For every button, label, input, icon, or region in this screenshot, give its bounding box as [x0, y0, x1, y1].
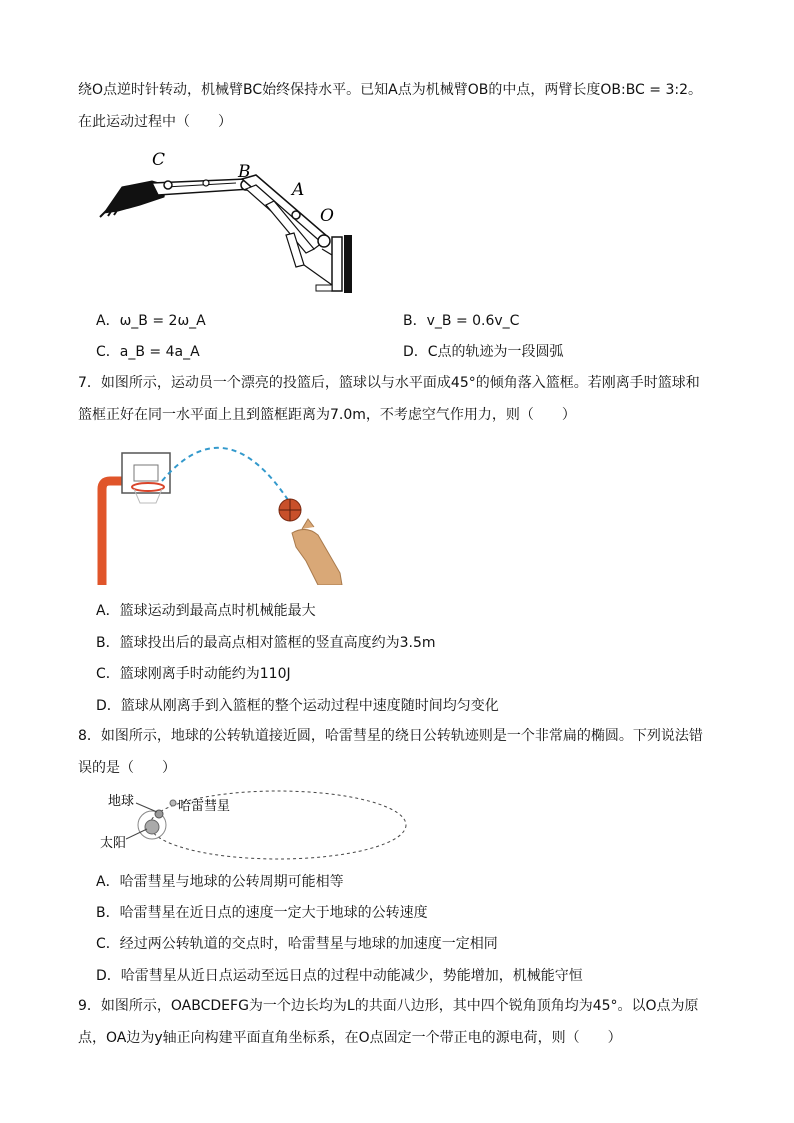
q7-line-1: 7．如图所示，运动员一个漂亮的投篮后，篮球以与水平面成45°的倾角落入篮框。若刚离手时篮球和	[78, 375, 700, 391]
q6-line-1: 绕O点逆时针转动，机械臂BC始终保持水平。已知A点为机械臂OB的中点，两臂长度OB:BC = 3:2。	[78, 82, 702, 98]
label-sun: 太阳	[100, 835, 127, 850]
q7-option-b: B．篮球投出后的最高点相对篮框的竖直高度约为3.5m	[96, 635, 436, 651]
q6-option-d: D．C点的轨迹为一段圆弧	[403, 344, 564, 360]
q8-option-c: C．经过两公转轨道的交点时，哈雷彗星与地球的加速度一定相同	[96, 936, 498, 952]
label-b: B	[238, 162, 251, 182]
q8-line-2: 误的是（ ）	[78, 760, 176, 776]
label-c: C	[152, 150, 166, 170]
q7-option-c: C．篮球刚离手时动能约为110J	[96, 666, 291, 682]
q8-line-1: 8．如图所示，地球的公转轨道接近圆，哈雷彗星的绕日公转轨迹则是一个非常扁的椭圆。下列说法错	[78, 728, 703, 744]
q7-line-2: 篮框正好在同一水平面上且到篮框距离为7.0m，不考虑空气作用力，则（ ）	[78, 407, 576, 423]
q6-option-a: A．ω_B = 2ω_A	[96, 313, 206, 329]
q9-line-2: 点，OA边为y轴正向构建平面直角坐标系，在O点固定一个带正电的源电荷，则（ ）	[78, 1030, 622, 1046]
label-halley: 哈雷彗星	[178, 798, 231, 813]
q6-line-2: 在此运动过程中（ ）	[78, 114, 232, 130]
q8-option-b: B．哈雷彗星在近日点的速度一定大于地球的公转速度	[96, 905, 428, 921]
q8-option-a: A．哈雷彗星与地球的公转周期可能相等	[96, 874, 344, 890]
label-o: O	[320, 206, 334, 226]
q6-option-c: C．a_B = 4a_A	[96, 344, 200, 360]
basketball-figure	[96, 445, 352, 585]
label-a: A	[292, 180, 305, 200]
label-earth: 地球	[108, 793, 135, 808]
q7-option-a: A．篮球运动到最高点时机械能最大	[96, 603, 316, 619]
excavator-arm-figure	[96, 145, 366, 300]
q9-line-1: 9．如图所示，OABCDEFG为一个边长均为L的共面八边形，其中四个锐角顶角均为45°。以O点为原	[78, 998, 699, 1014]
q6-option-b: B．v_B = 0.6v_C	[403, 313, 520, 329]
q7-option-d: D．篮球从刚离手到入篮框的整个运动过程中速度随时间均匀变化	[96, 698, 499, 714]
q8-option-d: D．哈雷彗星从近日点运动至远日点的过程中动能减少，势能增加，机械能守恒	[96, 968, 583, 984]
orbit-figure	[96, 785, 412, 865]
